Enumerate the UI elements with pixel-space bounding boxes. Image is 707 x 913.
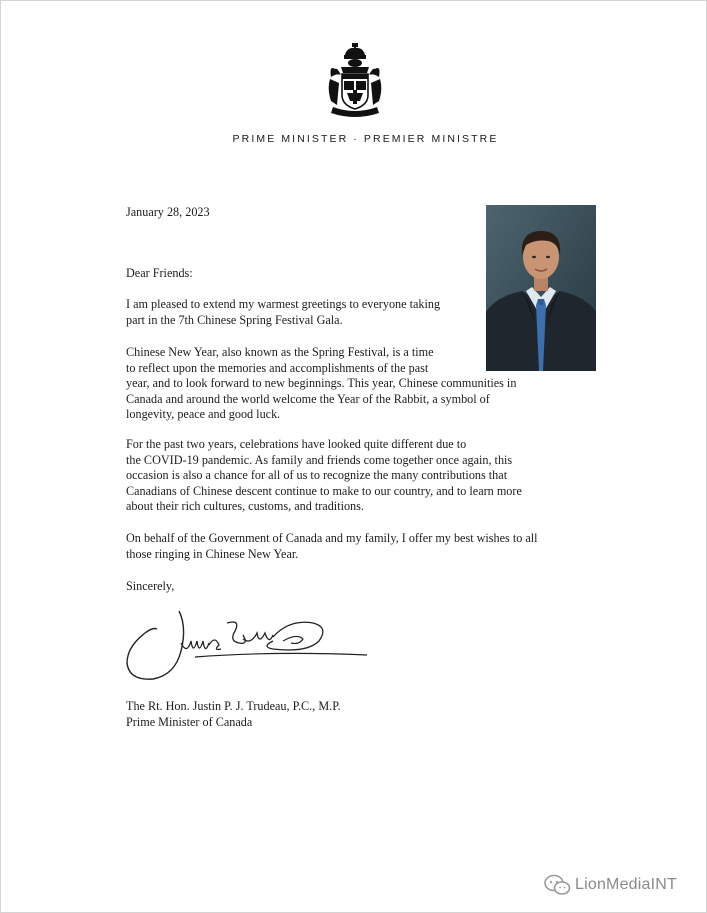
paragraph-spring-festival bbox=[126, 345, 516, 423]
salutation: Dear Friends: bbox=[126, 266, 193, 280]
paragraph-line: I am pleased to extend my warmest greetings to everyone taking bbox=[126, 297, 441, 311]
handwritten-signature bbox=[123, 605, 371, 687]
watermark-text: LionMediaINT bbox=[575, 876, 678, 893]
paragraph-line: about their rich cultures, customs, and traditions. bbox=[126, 499, 364, 514]
paragraph-line: Canada and around the world welcome the Year of the Rabbit, a symbol of bbox=[126, 391, 490, 406]
signatory-name: The Rt. Hon. Justin P. J. Trudeau, P.C., M.P. bbox=[126, 699, 341, 713]
paragraph-line: For the past two years, celebrations have looked quite different due to bbox=[126, 437, 467, 451]
paragraph-greeting bbox=[126, 297, 440, 328]
paragraph-line: to reflect upon the memories and accomplishments of the past bbox=[126, 360, 429, 375]
letter-date: January 28, 2023 bbox=[126, 205, 210, 219]
paragraph-line: year, and to look forward to new beginnings. This year, Chinese communities in bbox=[126, 376, 517, 391]
paragraph-line: those ringing in Chinese New Year. bbox=[126, 546, 299, 561]
paragraph-line: Canadians of Chinese descent continue to make to our country, and to learn more bbox=[126, 483, 522, 498]
paragraph-line: longevity, peace and good luck. bbox=[126, 407, 281, 422]
signatory-title: Prime Minister of Canada bbox=[126, 714, 253, 729]
watermark bbox=[543, 874, 677, 896]
office-title: PRIME MINISTER · PREMIER MINISTRE bbox=[232, 133, 499, 145]
paragraph-line: the COVID-19 pandemic. As family and friends come together once again, this bbox=[126, 452, 513, 467]
paragraph-line: part in the 7th Chinese Spring Festival Gala. bbox=[126, 312, 343, 327]
wechat-logo-icon bbox=[543, 874, 571, 896]
paragraph-line: Chinese New Year, also known as the Spring Festival, is a time bbox=[126, 345, 434, 359]
paragraph-line: On behalf of the Government of Canada and my family, I offer my best wishes to all bbox=[126, 531, 538, 545]
paragraph-best-wishes bbox=[126, 531, 538, 562]
paragraph-covid bbox=[126, 437, 522, 515]
closing: Sincerely, bbox=[126, 579, 175, 593]
paragraph-line: occasion is also a chance for all of us to recognize the many contributions that bbox=[126, 468, 508, 483]
signatory-block bbox=[126, 699, 341, 730]
canada-coat-of-arms-icon bbox=[327, 43, 383, 117]
